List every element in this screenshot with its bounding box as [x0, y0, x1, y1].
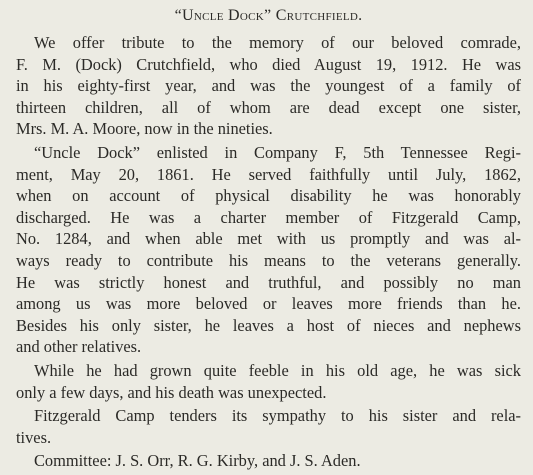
paragraph-line: only a few days, and his death was unexpected. — [16, 382, 327, 402]
paragraph-line: and other relatives. — [16, 337, 142, 357]
paragraph-line: thirteen children, all of whom are dead except one sister, — [16, 97, 521, 117]
paragraph-line: “Uncle Dock” enlisted in Company F, 5th Tennessee Regi- — [34, 142, 521, 162]
paragraph-line: He was strictly honest and truthful, and possibly no man — [16, 272, 521, 292]
paragraph-line: No. 1284, and when able met with us promptly and was al- — [16, 229, 521, 249]
paragraph-line: F. M. (Dock) Crutchfield, who died August 19, 1912. He was — [16, 54, 521, 74]
committee-signature: Committee: J. S. Orr, R. G. Kirby, and J. S. Aden. — [34, 451, 361, 471]
article-title-text: “Uncle Dock” Crutchfield. — [174, 7, 363, 24]
paragraph-line: when on account of physical disability he was honorably — [16, 186, 521, 206]
paragraph-line: Fitzgerald Camp tenders its sympathy to his sister and rela- — [34, 406, 521, 426]
paragraph-line: While he had grown quite feeble in his old age, he was sick — [34, 360, 521, 380]
paragraph-tribute — [16, 32, 521, 140]
paragraph-line: Besides his only sister, he leaves a host of nieces and nephews — [16, 315, 521, 335]
paragraph-line: ways ready to contribute his means to the veterans generally. — [16, 250, 521, 270]
paragraph-line: in his eighty-first year, and was the youngest of a family of — [16, 76, 521, 96]
paragraph-line: discharged. He was a charter member of Fitzgerald Camp, — [16, 207, 521, 227]
paragraph-illness — [16, 360, 521, 403]
paragraph-line: tives. — [16, 427, 52, 447]
paragraph-line: ment, May 20, 1861. He served faithfully until July, 1862, — [16, 164, 521, 184]
paragraph-service — [16, 142, 521, 358]
paragraph-line: We offer tribute to the memory of our beloved comrade, — [34, 33, 521, 52]
paragraph-line: among us was more beloved or leaves more friends than he. — [16, 294, 521, 314]
article-title — [16, 6, 521, 26]
paragraph-sympathy — [16, 405, 521, 448]
paragraph-committee — [16, 450, 521, 472]
paragraph-line: Mrs. M. A. Moore, now in the nineties. — [16, 119, 273, 139]
